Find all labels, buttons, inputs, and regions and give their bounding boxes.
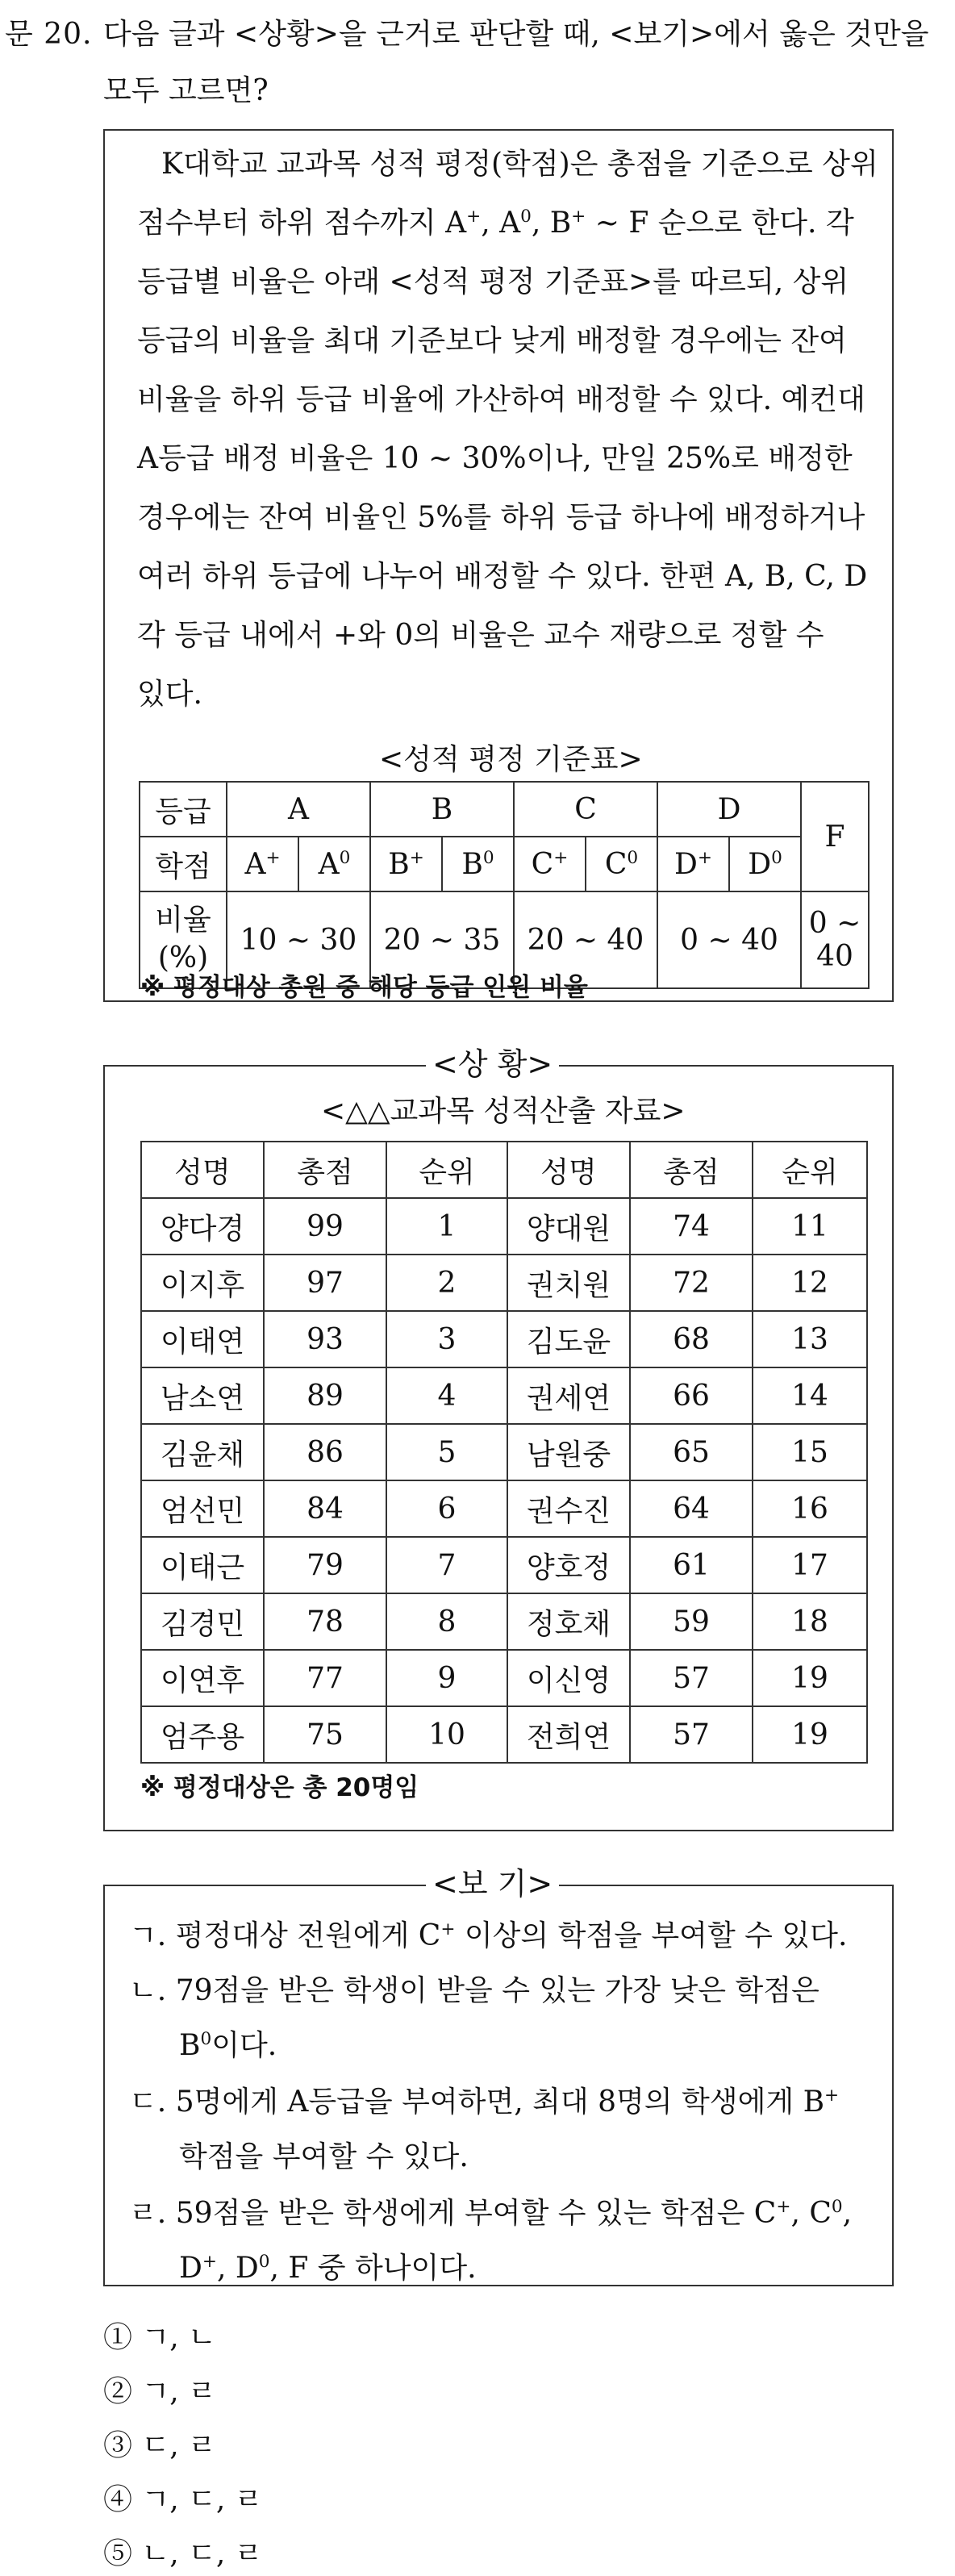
credit-cell: $C^0$	[586, 837, 657, 891]
student-name: 김윤채	[141, 1424, 264, 1480]
score: 89	[264, 1367, 386, 1424]
question-number: 문 20.	[5, 18, 93, 51]
table-row	[141, 1593, 867, 1650]
ratio-cell: 20 ~ 40	[514, 891, 657, 988]
credit-cell: C+	[514, 837, 586, 891]
grade-cell: A	[227, 782, 370, 837]
answer-choice-3[interactable]: ③ ㄷ, ㄹ	[103, 2429, 216, 2462]
column-header: 순위	[753, 1142, 867, 1198]
ratio-cell: 0 ~ 40	[801, 891, 869, 988]
grade-cell: D	[657, 782, 801, 837]
score: 75	[264, 1706, 386, 1763]
table-row	[141, 1706, 867, 1763]
column-header: 성명	[507, 1142, 630, 1198]
score: 57	[630, 1650, 753, 1706]
student-name: 남소연	[141, 1367, 264, 1424]
table-row	[141, 1537, 867, 1593]
passage-line: 각 등급 내에서 +와 0의 비율은 교수 재량으로 정할 수	[137, 619, 824, 652]
score: 99	[264, 1198, 386, 1255]
table-row	[141, 1650, 867, 1706]
score: 79	[264, 1537, 386, 1593]
student-name: 양대원	[507, 1198, 630, 1255]
score: 65	[630, 1424, 753, 1480]
rank: 3	[386, 1311, 507, 1367]
grade-cell: C	[514, 782, 657, 837]
passage-line: 비율을 하위 등급 비율에 가산하여 배정할 수 있다. 예컨대	[137, 383, 865, 416]
criteria-table-title: <성적 평정 기준표>	[379, 743, 643, 776]
table-row	[141, 1255, 867, 1311]
situation-box	[103, 1046, 894, 1831]
student-name: 권세연	[507, 1367, 630, 1424]
passage-line: 등급의 비율을 최대 기준보다 낮게 배정할 경우에는 잔여	[137, 324, 847, 357]
score: 93	[264, 1311, 386, 1367]
score: 97	[264, 1255, 386, 1311]
student-name: 남원중	[507, 1424, 630, 1480]
score: 74	[630, 1198, 753, 1255]
score: 59	[630, 1593, 753, 1650]
criteria-table	[139, 781, 870, 989]
situation-box-title: <상 황>	[426, 1049, 559, 1079]
credit-cell: B+	[370, 837, 442, 891]
ratio-cell: 10 ~ 30	[227, 891, 370, 988]
student-name: 엄주용	[141, 1706, 264, 1763]
rank: 13	[753, 1311, 867, 1367]
bogi-item-n-cont: $B^0$이다.	[179, 2029, 277, 2062]
rank: 7	[386, 1537, 507, 1593]
student-name: 양호정	[507, 1537, 630, 1593]
answer-choice-5[interactable]: ⑤ ㄴ, ㄷ, ㄹ	[103, 2537, 263, 2570]
bogi-marker: ㄱ.	[129, 1919, 167, 1952]
rank: 2	[386, 1255, 507, 1311]
student-name: 전희연	[507, 1706, 630, 1763]
column-header: 총점	[630, 1142, 753, 1198]
score: 61	[630, 1537, 753, 1593]
student-name: 이태연	[141, 1311, 264, 1367]
rank: 5	[386, 1424, 507, 1480]
passage-line: 점수부터 하위 점수까지 A+, $A^0$, B+ ~ F 순으로 한다. 각	[137, 207, 854, 240]
student-name: 권치원	[507, 1255, 630, 1311]
student-name: 김도윤	[507, 1311, 630, 1367]
grade-cell: F	[801, 782, 869, 891]
rank: 12	[753, 1255, 867, 1311]
grade-cell: B	[370, 782, 514, 837]
rank: 6	[386, 1480, 507, 1537]
rank: 17	[753, 1537, 867, 1593]
passage-line: 여러 하위 등급에 나누어 배정할 수 있다. 한편 A, B, C, D	[137, 560, 868, 593]
credit-cell: D+	[657, 837, 729, 891]
score: 64	[630, 1480, 753, 1537]
student-name: 이연후	[141, 1650, 264, 1706]
student-name: 이신영	[507, 1650, 630, 1706]
passage-line: 경우에는 잔여 비율인 5%를 하위 등급 하나에 배정하거나	[137, 501, 865, 534]
question-text-line: 모두 고르면?	[103, 74, 269, 107]
score-table	[140, 1141, 868, 1764]
passage-line: 있다.	[137, 678, 202, 711]
passage-line: K대학교 교과목 성적 평정(학점)은 총점을 기준으로 상위	[161, 148, 878, 181]
score: 78	[264, 1593, 386, 1650]
score: 72	[630, 1255, 753, 1311]
score: 84	[264, 1480, 386, 1537]
ratio-cell: 0 ~ 40	[657, 891, 801, 988]
student-name: 권수진	[507, 1480, 630, 1537]
bogi-item-r-cont: D+, $D^0$, F 중 하나이다.	[179, 2252, 477, 2285]
credit-cell: $B^0$	[442, 837, 514, 891]
credit-cell: A+	[227, 837, 298, 891]
bogi-item-d-cont: 학점을 부여할 수 있다.	[179, 2140, 469, 2173]
student-name: 이태근	[141, 1537, 264, 1593]
situation-note: ※ 평정대상은 총 20명임	[140, 1773, 419, 1802]
table-row	[141, 1198, 867, 1255]
student-name: 양다경	[141, 1198, 264, 1255]
credit-header-cell: 학점	[140, 837, 227, 891]
score: 68	[630, 1311, 753, 1367]
question-text-line: 다음 글과 <상황>을 근거로 판단할 때, <보기>에서 옳은 것만을	[103, 18, 929, 51]
answer-choice-2[interactable]: ② ㄱ, ㄹ	[103, 2375, 216, 2408]
answer-choice-4[interactable]: ④ ㄱ, ㄷ, ㄹ	[103, 2483, 263, 2516]
bogi-box	[103, 1866, 894, 2286]
score: 57	[630, 1706, 753, 1763]
situation-table-title: <△△교과목 성적산출 자료>	[321, 1095, 686, 1128]
student-name: 엄선민	[141, 1480, 264, 1537]
ratio-header-cell: 비율 (%)	[140, 891, 227, 988]
credit-cell: $D^0$	[729, 837, 801, 891]
answer-choice-1[interactable]: ① ㄱ, ㄴ	[103, 2321, 216, 2354]
score: 66	[630, 1367, 753, 1424]
column-header: 순위	[386, 1142, 507, 1198]
criteria-note: ※ 평정대상 총원 중 해당 등급 인원 비율	[140, 973, 588, 1002]
rank: 8	[386, 1593, 507, 1650]
rank: 11	[753, 1198, 867, 1255]
bogi-item-d: ㄷ. 5명에게 A등급을 부여하면, 최대 8명의 학생에게 B+	[129, 2085, 840, 2119]
bogi-box-title: <보 기>	[426, 1868, 559, 1899]
student-name: 이지후	[141, 1255, 264, 1311]
rank: 15	[753, 1424, 867, 1480]
passage-line: A등급 배정 비율은 10 ~ 30%이나, 만일 25%로 배정한	[137, 442, 853, 475]
table-row	[141, 1424, 867, 1480]
bogi-item-g: ㄱ. 평정대상 전원에게 C+ 이상의 학점을 부여할 수 있다.	[129, 1919, 848, 1952]
rank: 19	[753, 1650, 867, 1706]
grade-header-cell: 등급	[140, 782, 227, 837]
rank: 14	[753, 1367, 867, 1424]
rank: 16	[753, 1480, 867, 1537]
score: 77	[264, 1650, 386, 1706]
rank: 10	[386, 1706, 507, 1763]
table-row	[141, 1480, 867, 1537]
rank: 18	[753, 1593, 867, 1650]
passage-box	[103, 129, 894, 1002]
student-name: 김경민	[141, 1593, 264, 1650]
passage-line: 등급별 비율은 아래 <성적 평정 기준표>를 따르되, 상위	[137, 265, 849, 299]
credit-cell: $A^0$	[298, 837, 370, 891]
rank: 1	[386, 1198, 507, 1255]
rank: 4	[386, 1367, 507, 1424]
score: 86	[264, 1424, 386, 1480]
bogi-marker: ㄷ.	[129, 2085, 167, 2119]
bogi-item-r: ㄹ. 59점을 받은 학생에게 부여할 수 있는 학점은 C+, $C^0$,	[129, 2197, 853, 2230]
bogi-marker: ㄹ.	[129, 2197, 167, 2230]
table-row	[141, 1311, 867, 1367]
column-header: 성명	[141, 1142, 264, 1198]
column-header: 총점	[264, 1142, 386, 1198]
rank: 9	[386, 1650, 507, 1706]
rank: 19	[753, 1706, 867, 1763]
bogi-item-n: ㄴ. 79점을 받은 학생이 받을 수 있는 가장 낮은 학점은	[129, 1974, 819, 2007]
bogi-marker: ㄴ.	[129, 1974, 167, 2007]
table-row	[141, 1367, 867, 1424]
student-name: 정호채	[507, 1593, 630, 1650]
ratio-cell: 20 ~ 35	[370, 891, 514, 988]
